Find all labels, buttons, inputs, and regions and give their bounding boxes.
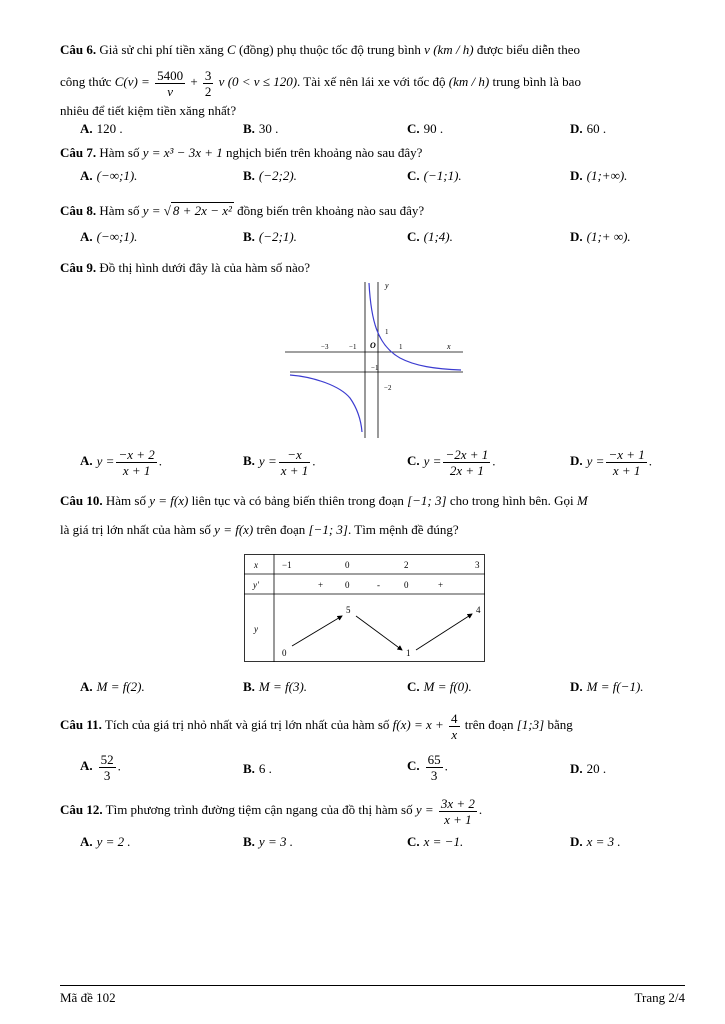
tick-label: 1 — [399, 343, 403, 351]
option-b[interactable]: B. y = 3 . — [243, 834, 293, 849]
option-d[interactable]: D. 60 . — [570, 121, 607, 136]
row-label-yprime: y′ — [253, 580, 259, 590]
arrow-up — [292, 616, 342, 646]
question-10-options — [80, 679, 680, 701]
sqrt-sign: √ — [163, 203, 171, 218]
arrow-up — [416, 614, 472, 650]
y-value: 0 — [282, 648, 287, 658]
row-label-x: x — [254, 560, 258, 570]
row-label-y: y — [254, 624, 258, 634]
option-b[interactable]: B. (−2;1). — [243, 229, 297, 244]
question-6-formula-line: công thức C(v) = $\frac{5400}{v}$ + $\frac{3}{2}$ v (0 < v ≤ 120). Tài xế nên lái xe với tốc độ (km / h) trung bình là bao — [60, 67, 581, 99]
x-value: 0 — [345, 560, 350, 570]
question-8-options — [80, 229, 680, 251]
question-11: Câu 11. Tích của giá trị nhỏ nhất và giá trị lớn nhất của hàm số f(x) = x + $\frac{4}{x}$ trên đoạn [1;3] bằng — [60, 710, 573, 742]
option-d[interactable]: D. (1;+ ∞). — [570, 229, 631, 244]
option-c[interactable]: C. $\frac{65}{3}$ . — [407, 752, 448, 783]
sign: 0 — [345, 580, 350, 590]
y-value: 1 — [406, 648, 411, 658]
option-d[interactable]: D. x = 3 . — [570, 834, 621, 849]
question-9: Câu 9. Đồ thị hình dưới đây là của hàm số nào? — [60, 260, 311, 275]
fraction: $\frac{4}{x}$ — [451, 710, 458, 742]
option-a[interactable]: A. (−∞;1). — [80, 229, 138, 244]
option-d[interactable]: D. (1;+∞). — [570, 168, 628, 183]
hyperbola-graph — [285, 280, 465, 440]
option-c[interactable]: C. 90 . — [407, 121, 444, 136]
page-footer — [60, 985, 685, 1006]
fraction: $\frac{3}{2}$ — [204, 67, 212, 99]
option-b[interactable]: B. 30 . — [243, 121, 279, 136]
x-value: −1 — [282, 560, 292, 570]
sign: + — [318, 580, 324, 590]
curve-left-branch — [290, 375, 362, 432]
variation-table — [244, 554, 486, 664]
y-value: 5 — [346, 605, 351, 615]
question-9-options — [80, 447, 680, 487]
option-b[interactable]: B. M = f(3). — [243, 679, 308, 694]
question-7-options — [80, 168, 680, 190]
tick-label: −1 — [349, 343, 357, 351]
sign: 0 — [404, 580, 409, 590]
question-label: Câu 10. — [60, 493, 103, 508]
option-c[interactable]: C. (1;4). — [407, 229, 453, 244]
fraction: $\frac{5400}{v}$ — [157, 67, 184, 99]
option-d[interactable]: D. y = $\frac{-x + 1}{x + 1}$ . — [570, 447, 653, 478]
option-a[interactable]: A. y = 2 . — [80, 834, 131, 849]
question-label: Câu 12. — [60, 802, 103, 817]
y-value: 4 — [476, 605, 481, 615]
option-c[interactable]: C. (−1;1). — [407, 168, 462, 183]
axis-y-label: y — [385, 281, 389, 290]
question-8: Câu 8. Hàm số y = √ 8 + 2x − x² đồng biến trên khoảng nào sau đây? — [60, 203, 425, 218]
tick-label: 1 — [385, 328, 389, 336]
exam-code: Mã đề 102 — [60, 990, 116, 1005]
question-label: Câu 6. — [60, 42, 97, 57]
option-c[interactable]: C. M = f(0). — [407, 679, 472, 694]
tick-label: −2 — [384, 384, 392, 392]
question-label: Câu 11. — [60, 717, 102, 732]
question-10-line2: là giá trị lớn nhất của hàm số y = f(x) trên đoạn [−1; 3]. Tìm mệnh đề đúng? — [60, 522, 459, 537]
question-12: Câu 12. Tìm phương trình đường tiệm cận ngang của đồ thị hàm số y = $\frac{3x + 2}{x + 1}$ . — [60, 795, 483, 827]
option-a[interactable]: A. $\frac{52}{3}$ . — [80, 752, 121, 783]
question-label: Câu 8. — [60, 203, 97, 218]
question-7: Câu 7. Hàm số y = x³ − 3x + 1 nghịch biến trên khoảng nào sau đây? — [60, 145, 423, 160]
option-d[interactable]: D. M = f(−1). — [570, 679, 644, 694]
x-value: 2 — [404, 560, 409, 570]
arrow-down — [356, 616, 402, 650]
question-11-options — [80, 752, 680, 788]
question-6: Câu 6. Giả sử chi phí tiền xăng C (đồng) phụ thuộc tốc độ trung bình v (km / h) được biểu diễn theo — [60, 42, 580, 57]
question-6-line3: nhiêu để tiết kiệm tiền xăng nhất? — [60, 103, 237, 118]
option-a[interactable]: A. 120 . — [80, 121, 123, 136]
x-value: 3 — [475, 560, 480, 570]
question-12-options — [80, 834, 680, 856]
question-label: Câu 7. — [60, 145, 97, 160]
sign: - — [377, 580, 380, 590]
page-number: Trang 2/4 — [634, 990, 685, 1005]
option-a[interactable]: A. (−∞;1). — [80, 168, 138, 183]
option-c[interactable]: C. y = $\frac{-2x + 1}{2x + 1}$ . — [407, 447, 496, 478]
option-a[interactable]: A. y = $\frac{-x + 2}{x + 1}$ . — [80, 447, 163, 478]
option-b[interactable]: B. y = $\frac{-x}{x + 1}$ . — [243, 447, 316, 478]
option-d[interactable]: D. 20 . — [570, 761, 607, 776]
tick-label: −1 — [371, 364, 379, 372]
question-6-options — [80, 121, 680, 143]
option-b[interactable]: B. 6 . — [243, 761, 272, 776]
sign: + — [438, 580, 444, 590]
curve-right-branch — [369, 283, 461, 370]
origin-label: O — [370, 341, 376, 350]
question-label: Câu 9. — [60, 260, 97, 275]
option-b[interactable]: B. (−2;2). — [243, 168, 297, 183]
question-10: Câu 10. Hàm số y = f(x) liên tục và có bảng biến thiên trong đoạn [−1; 3] cho trong hình bên. Gọi M — [60, 493, 588, 508]
tick-label: −3 — [321, 343, 329, 351]
axis-x-label: x — [447, 342, 451, 351]
fraction: $\frac{3x + 2}{x + 1}$ — [440, 795, 475, 827]
option-a[interactable]: A. M = f(2). — [80, 679, 145, 694]
option-c[interactable]: C. x = −1. — [407, 834, 464, 849]
